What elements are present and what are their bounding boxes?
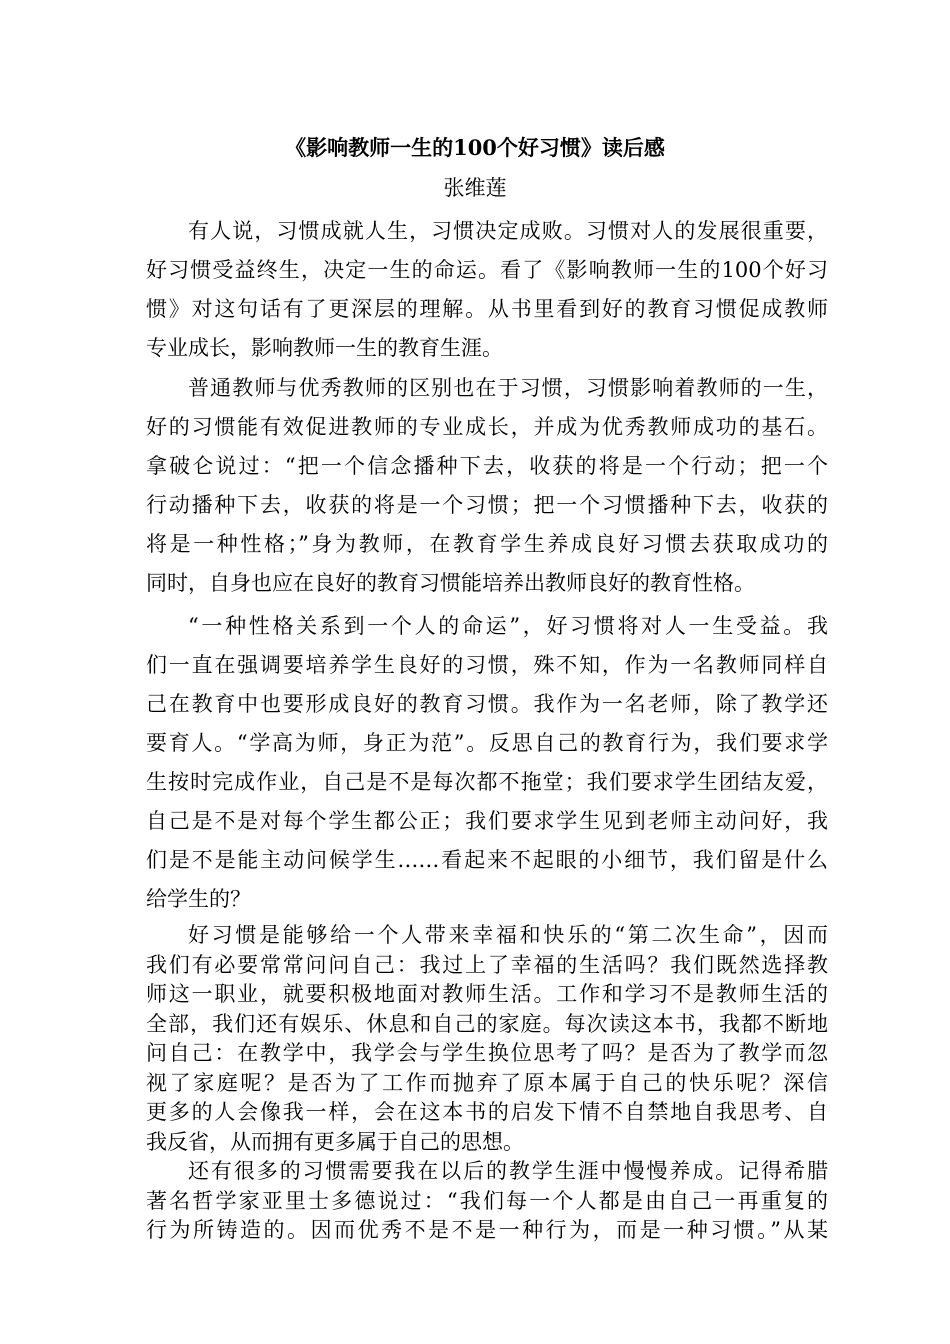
paragraph-4 bbox=[146, 921, 828, 1157]
paragraph-line: 视了家庭呢？是否为了工作而抛弃了原本属于自己的快乐呢？深信 bbox=[146, 1070, 828, 1095]
paragraph-line: 我们有必要常常问问自己：我过上了幸福的生活吗？我们既然选择教 bbox=[146, 952, 828, 977]
paragraph-line: 给学生的？ bbox=[146, 887, 251, 911]
paragraph-5 bbox=[146, 1157, 828, 1246]
paragraph-line: 我反省，从而拥有更多属于自己的思想。 bbox=[146, 1129, 524, 1154]
paragraph-line: 更多的人会像我一样，会在这本书的启发下情不自禁地自我思考、自 bbox=[146, 1100, 828, 1124]
paragraph-line: 们是不是能主动问候学生……看起来不起眼的小细节，我们留是什么 bbox=[146, 848, 828, 872]
paragraph-line: 同时，自身也应在良好的教育习惯能培养出教师良好的教育性格。 bbox=[146, 571, 755, 595]
paragraph-line: 行为所铸造的。因而优秀不是不是一种行为，而是一种习惯。”从某 bbox=[146, 1218, 828, 1242]
paragraph-line: 行动播种下去，收获的将是一个习惯；把一个习惯播种下去，收获的 bbox=[146, 493, 828, 517]
paragraph-line: 要育人。“学高为师，身正为范”。反思自己的教育行为，我们要求学 bbox=[146, 731, 828, 755]
paragraph-1 bbox=[146, 212, 828, 368]
paragraph-line: 有人说，习惯成就人生，习惯决定成败。习惯对人的发展很重要， bbox=[188, 219, 828, 243]
paragraph-line: 问自己：在教学中，我学会与学生换位思考了吗？是否为了教学而忽 bbox=[146, 1041, 828, 1065]
paragraph-line: 专业成长，影响教师一生的教育生涯。 bbox=[146, 336, 503, 360]
paragraph-line: 著名哲学家亚里士多德说过：“我们每一个人都是由自己一再重复的 bbox=[146, 1188, 828, 1213]
document-title: 《影响教师一生的100个好习惯》读后感 bbox=[285, 135, 665, 160]
paragraph-3 bbox=[146, 607, 828, 919]
paragraph-line: “一种性格关系到一个人的命运”，好习惯将对人一生受益。我 bbox=[188, 614, 828, 638]
paragraph-line: 自己是不是对每个学生都公正；我们要求学生见到老师主动问好，我 bbox=[146, 809, 828, 833]
paragraph-line: 生按时完成作业，自己是不是每次都不拖堂；我们要求学生团结友爱， bbox=[146, 770, 828, 794]
paragraph-line: 还有很多的习惯需要我在以后的教学生涯中慢慢养成。记得希腊 bbox=[188, 1159, 828, 1183]
paragraph-2 bbox=[146, 369, 828, 603]
paragraph-line: 师这一职业，就要积极地面对教师生活。工作和学习不是教师生活的 bbox=[146, 982, 828, 1006]
paragraph-line: 好的习惯能有效促进教师的专业成长，并成为优秀教师成功的基石。 bbox=[146, 415, 828, 439]
paragraph-line: 将是一种性格；”身为教师，在教育学生养成良好习惯去获取成功的 bbox=[146, 532, 828, 556]
paragraph-line: 拿破仑说过：“把一个信念播种下去，收获的将是一个行动；把一个 bbox=[146, 454, 828, 478]
paragraph-line: 全部，我们还有娱乐、休息和自己的家庭。每次读这本书，我都不断地 bbox=[146, 1011, 828, 1036]
author-name: 张维莲 bbox=[443, 176, 507, 200]
paragraph-line: 好习惯受益终生，决定一生的命运。看了《影响教师一生的100个好习 bbox=[146, 258, 828, 282]
paragraph-line: 普通教师与优秀教师的区别也在于习惯，习惯影响着教师的一生， bbox=[188, 376, 828, 400]
paragraph-line: 己在教育中也要形成良好的教育习惯。我作为一名老师，除了教学还 bbox=[146, 692, 828, 716]
paragraph-line: 惯》对这句话有了更深层的理解。从书里看到好的教育习惯促成教师 bbox=[146, 297, 828, 321]
paragraph-line: 好习惯是能够给一个人带来幸福和快乐的“第二次生命”，因而 bbox=[188, 923, 828, 947]
paragraph-line: 们一直在强调要培养学生良好的习惯，殊不知，作为一名教师同样自 bbox=[146, 653, 828, 677]
